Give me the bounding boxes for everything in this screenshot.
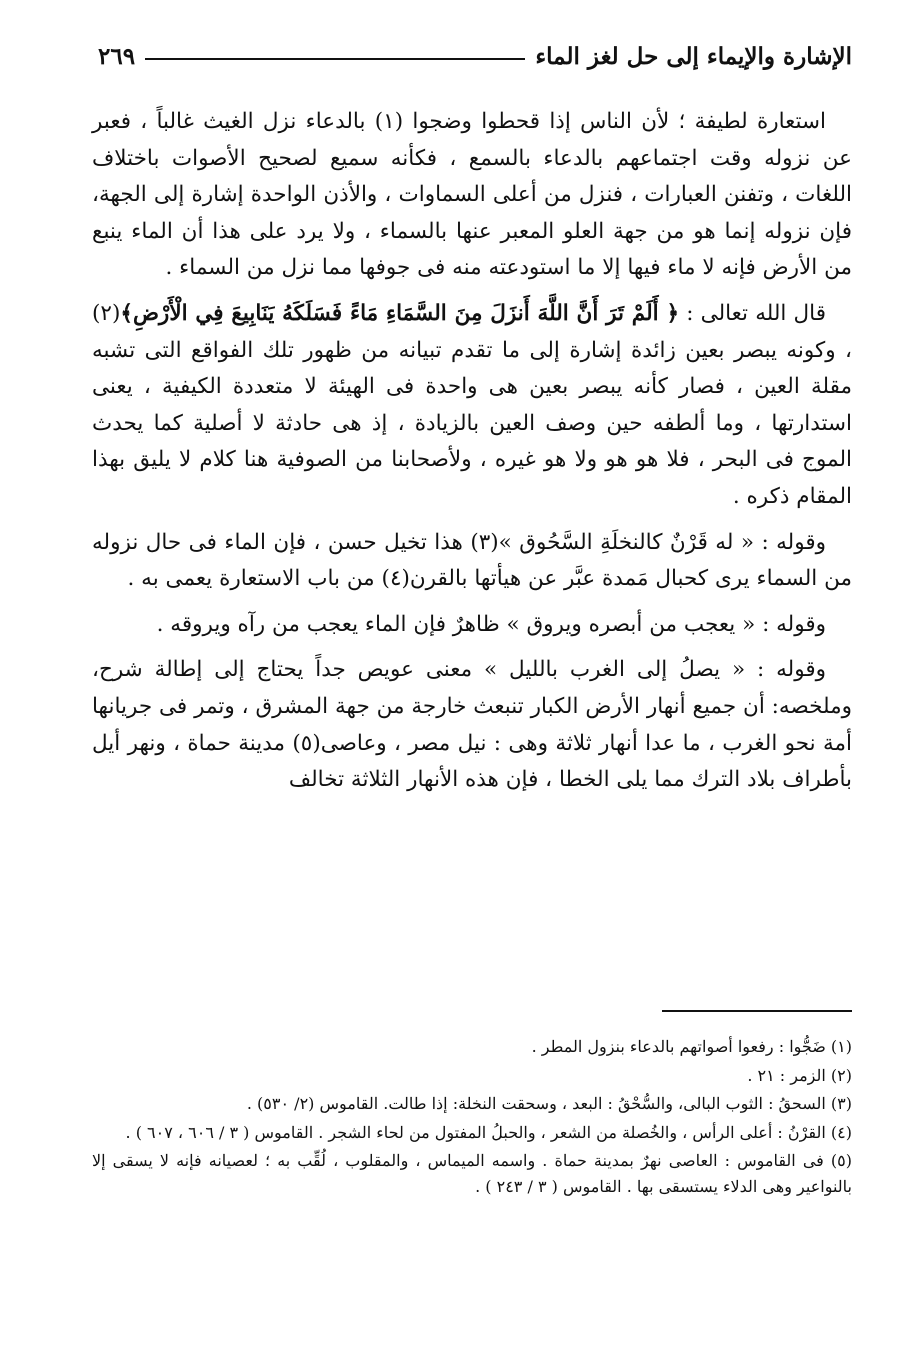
footnote: (٤) القرْنُ : أعلى الرأس ، والخُصلة من الشعر ، والحبلُ المفتول من لحاء الشجر . القاموس ( ٣ / ٦٠٦ ، ٦٠٧ ) . (125, 1122, 852, 1142)
paragraph (92, 525, 852, 598)
footnote: (٣) السحقُ : الثوب البالى، والسُّحْقُ : البعد ، وسحقت النخلة: إذا طالت. القاموس (٢/ ٥٣٠) . (246, 1094, 852, 1113)
page-number: ٢٦٩ (98, 42, 136, 70)
paragraph-text: (٢) ، وكونه يبصر بعين زائدة إشارة إلى ما تقدم تبيانه من ظهور تلك الفواقع التى تشبه مقلة العين ، فصار كأنه يبصر بعين هى واحدة فى الهيئة لا متعددة الكيفية ، يعنى استدارتها ، وما ألطفه حين وصف العين بالزيادة ، إذ هى حادثة لا أصلية كما يحدث الموج فى البحر ، فلا هو هو ولا هو غيره ، ولأصحابنا من الصوفية هنا كلام لا يليق بهذا المقام ذكره . (92, 300, 852, 509)
running-header (98, 36, 852, 76)
footnote: (٢) الزمر : ٢١ . (747, 1065, 852, 1085)
paragraph-text: وقوله : « له قَرْنٌ كالنخلَةِ السَّحُوق »(٣) هذا تخيل حسن ، فإن الماء فى حال نزوله من السماء يرى كحبال مَمدة عبَّر عن هيأتها بالقرن(٤) من باب الاستعارة يعمى به . (92, 529, 852, 592)
footnote: (٥) فى القاموس : العاصى نهرٌ بمدينة حماة . واسمه الميماس ، والمقلوب ، لُقِّب به ؛ لعصيانه فإنه لا يسقى إلا بالنواعير وهى الدلاء يستسقى بها . القاموس ( ٣ / ٢٤٣ ) . (92, 1151, 852, 1196)
paragraph-text: وقوله : « يصلُ إلى الغرب بالليل » معنى عويص جداً يحتاج إلى إطالة شرح، وملخصه: أن جميع أنهار الأرض الكبار تنبعث خارجة من جهة المشرق ، وتمر فى جريانها أمة نحو الغرب ، ما عدا أنهار ثلاثة وهى : نيل مصر ، وعاصى(٥) مدينة حماة ، ونهر أيل بأطراف بلاد الترك مما يلى الخطا ، فإن هذه الأنهار الثلاثة تخالف (92, 657, 852, 793)
quran-verse: ﴿ أَلَمْ تَرَ أَنَّ اللَّهَ أَنزَلَ مِنَ السَّمَاءِ مَاءً فَسَلَكَهُ يَنَابِيعَ فِي الْأَرْضِ﴾ (120, 300, 680, 326)
footnotes (92, 1034, 852, 1202)
paragraph-text: استعارة لطيفة ؛ لأن الناس إذا قحطوا وضجوا (١) بالدعاء نزل الغيث غالباً ، فعبر عن نزوله وقت اجتماعهم بالدعاء بالسمع ، فكأنه سميع لصحيح الأصوات باختلاف اللغات ، وتفنن العبارات ، فنزل من أعلى السماوات ، والأذن الواحدة إشارة إلى الجهة، فإن نزوله إنما هو من جهة العلو المعبر عنها بالسماء ، ولا يرد على هذا أن الماء ينبع من الأرض فإنه لا ماء فيها إلا ما استودعته منه فى جوفها مما نزل من السماء . (92, 109, 852, 281)
paragraph (92, 607, 852, 644)
paragraph (92, 296, 852, 516)
footnote: (١) ضَجُّوا : رفعوا أصواتهم بالدعاء بنزول المطر . (531, 1037, 852, 1056)
header-rule (145, 58, 525, 60)
main-text (92, 104, 852, 799)
paragraph-text: وقوله : « يعجب من أبصره ويروق » ظاهرٌ فإن الماء يعجب من رآه ويروقه . (156, 611, 826, 637)
paragraph (92, 104, 852, 287)
header-title: الإشارة والإيماء إلى حل لغز الماء (535, 42, 852, 70)
footnote-separator (662, 1010, 852, 1012)
paragraph (92, 652, 852, 798)
paragraph-text: قال الله تعالى : (679, 300, 826, 326)
